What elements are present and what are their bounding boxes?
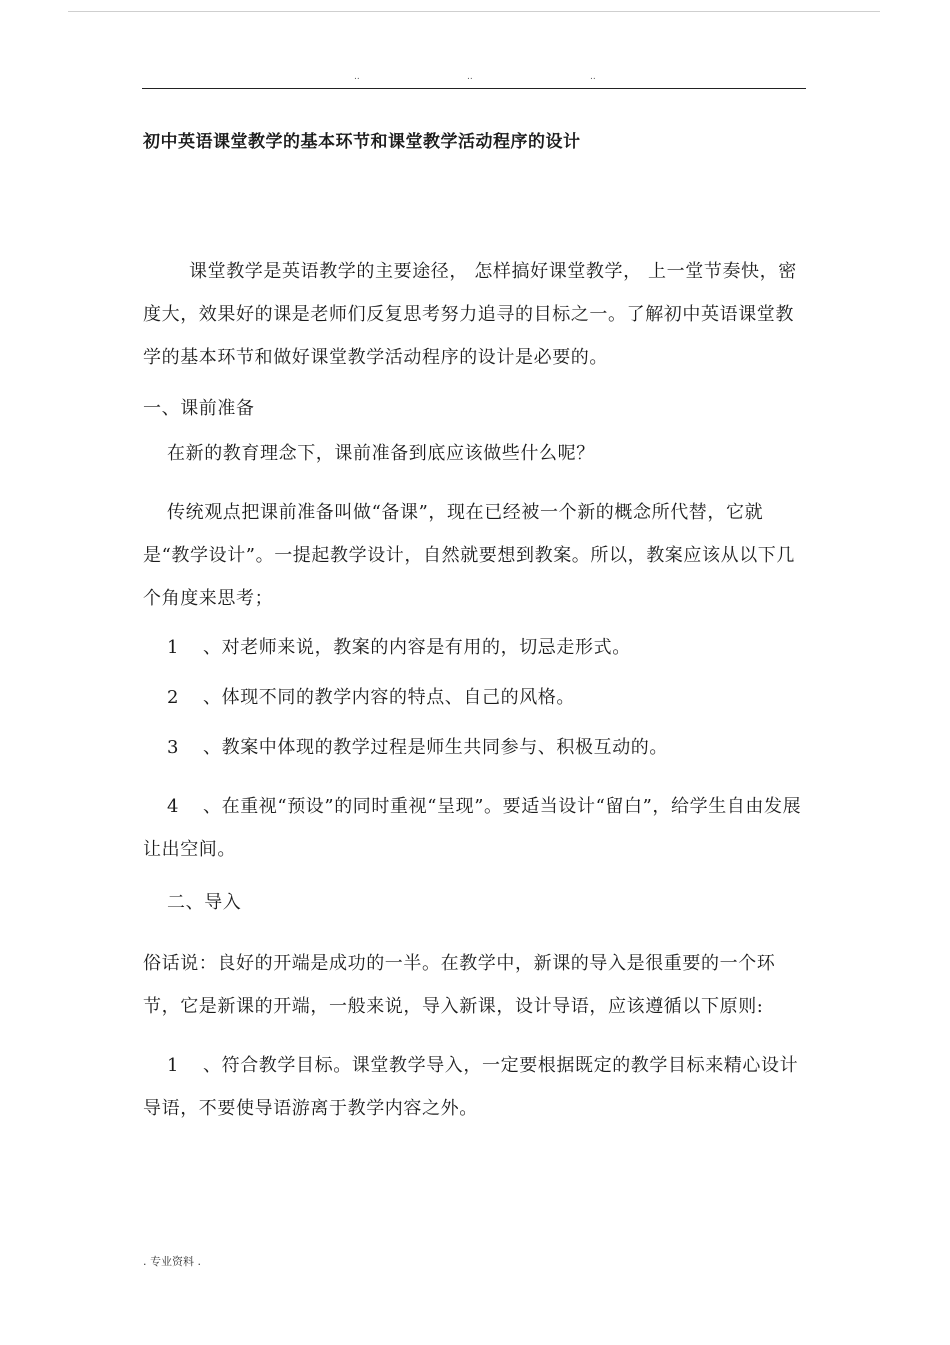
document-body bbox=[143, 128, 803, 1130]
list-item bbox=[143, 1044, 803, 1130]
list-item-text: 、体现不同的教学内容的特点、自己的风格。 bbox=[203, 687, 575, 708]
header-mark: .. bbox=[354, 72, 360, 82]
list-item-number: 1 bbox=[167, 1055, 180, 1076]
list-item-number: 4 bbox=[167, 796, 180, 817]
intro-paragraph: 课堂教学是英语教学的主要途径， 怎样搞好课堂教学， 上一堂节奏快，密度大，效果好的课是老师们反复思考努力追寻的目标之一。了解初中英语课堂教学的基本环节和做好课堂教学活动程序的设计是必要的。 bbox=[143, 261, 797, 368]
section-paragraph: 传统观点把课前准备叫做“备课”，现在已经被一个新的概念所代替，它就是“教学设计”。一提起教学设计，自然就要想到教案。所以，教案应该从以下几个角度来思考； bbox=[143, 502, 796, 609]
list-item-number: 1 bbox=[167, 637, 180, 658]
section-question: 在新的教育理念下，课前准备到底应该做些什么呢？ bbox=[167, 443, 595, 464]
header-rule bbox=[142, 88, 806, 89]
section-heading: 一、课前准备 bbox=[143, 398, 255, 419]
header-mark: .. bbox=[467, 72, 473, 82]
list-item-text: 、在重视“预设”的同时重视“呈现”。要适当设计“留白”，给学生自由发展让出空间。 bbox=[143, 796, 802, 860]
section-heading: 二、导入 bbox=[167, 892, 242, 913]
section-paragraph: 俗话说：良好的开端是成功的一半。在教学中，新课的导入是很重要的一个环节，它是新课的开端，一般来说，导入新课，设计导语，应该遵循以下原则: bbox=[143, 953, 776, 1017]
list-item-number: 3 bbox=[167, 737, 180, 758]
list-item-text: 、教案中体现的教学过程是师生共同参与、积极互动的。 bbox=[203, 737, 668, 758]
list-item-text: 、对老师来说，教案的内容是有用的，切忌走形式。 bbox=[203, 637, 631, 658]
header-mark: .. bbox=[590, 72, 596, 82]
page-border bbox=[68, 11, 880, 12]
list-item bbox=[143, 726, 803, 769]
list-item-text: 、符合教学目标。课堂教学导入，一定要根据既定的教学目标来精心设计导语，不要使导语游离于教学内容之外。 bbox=[143, 1055, 799, 1119]
page-footer: . 专业资料 . bbox=[143, 1255, 201, 1268]
list-item bbox=[143, 676, 803, 719]
document-title: 初中英语课堂教学的基本环节和课堂教学活动程序的设计 bbox=[143, 132, 581, 152]
list-item bbox=[143, 785, 803, 871]
list-item-number: 2 bbox=[167, 687, 180, 708]
list-item bbox=[143, 626, 803, 669]
page-header bbox=[0, 72, 950, 84]
